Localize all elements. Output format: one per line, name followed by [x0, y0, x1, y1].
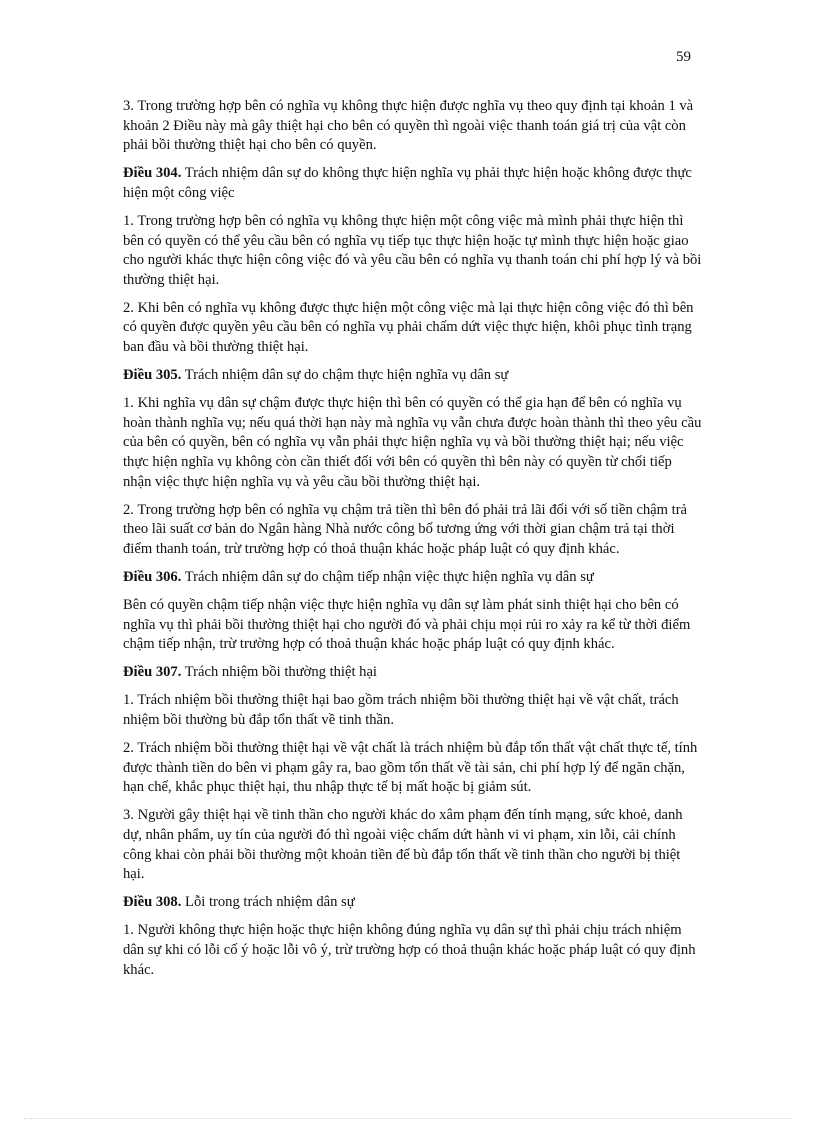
paragraph: Bên có quyền chậm tiếp nhận việc thực hiện nghĩa vụ dân sự làm phát sinh thiệt hại cho bên có nghĩa vụ thì phải bồi thường thiệt hại cho người đó và phải chịu mọi rủi ro xảy ra kể từ thời điểm chậm tiếp nhận, trừ trường hợp có thoả thuận khác hoặc pháp luật có quy định khác.	[123, 597, 691, 653]
paragraph: 2. Khi bên có nghĩa vụ không được thực hiện một công việc mà lại thực hiện công việc đó thì bên có quyền được quyền yêu cầu bên có nghĩa vụ phải chấm dứt việc thực hiện, khôi phục tình trạng ban đầu và bồi thường thiệt hại.	[123, 299, 694, 356]
article-title: Lỗi trong trách nhiệm dân sự	[185, 894, 355, 911]
paragraph: 1. Khi nghĩa vụ dân sự chậm được thực hiện thì bên có quyền có thể gia hạn để bên có nghĩa vụ hoàn thành nghĩa vụ; nếu quá thời hạn này mà nghĩa vụ vẫn chưa được hoàn thành thì theo yêu cầu của bên có quyền, bên có nghĩa vụ vẫn phải thực hiện nghĩa vụ và bồi thường thiệt hại; nếu việc thực hiện nghĩa vụ không còn cần thiết đối với bên có quyền thì bên này có quyền từ chối tiếp nhận việc thực hiện nghĩa vụ và yêu cầu bồi thường thiệt hại.	[123, 395, 702, 490]
article-title: Trách nhiệm dân sự do không thực hiện nghĩa vụ phải thực hiện hoặc không được thực hiện một công việc	[123, 165, 692, 201]
article-number: Điều 307.	[123, 664, 182, 681]
article-heading-306	[123, 568, 703, 588]
article-number: Điều 305.	[123, 367, 182, 384]
paragraph: 2. Trong trường hợp bên có nghĩa vụ chậm trả tiền thì bên đó phải trả lãi đối với số tiền chậm trả theo lãi suất cơ bản do Ngân hàng Nhà nước công bố tương ứng với thời gian chậm trả tại thời điểm thanh toán, trừ trường hợp có thoả thuận khác hoặc pháp luật có quy định khác.	[123, 501, 688, 557]
paragraph: 3. Trong trường hợp bên có nghĩa vụ không thực hiện được nghĩa vụ theo quy định tại khoản 1 và khoản 2 Điều này mà gây thiệt hại cho bên có quyền thì ngoài việc thanh toán giá trị của vật còn phải bồi thường thiệt hại cho bên có quyền.	[123, 98, 694, 154]
article-title: Trách nhiệm bồi thường thiệt hại	[184, 664, 377, 681]
article-heading-308	[123, 893, 703, 913]
document-body	[123, 97, 703, 989]
article-number: Điều 304.	[123, 165, 182, 182]
paragraph: 1. Trách nhiệm bồi thường thiệt hại bao gồm trách nhiệm bồi thường thiệt hại về vật chất, trách nhiệm bồi thường bù đắp tổn thất về tinh thần.	[123, 692, 679, 729]
article-number: Điều 308.	[123, 894, 182, 911]
paragraph: 1. Người không thực hiện hoặc thực hiện không đúng nghĩa vụ dân sự thì phải chịu trách nhiệm dân sự khi có lỗi cố ý hoặc lỗi vô ý, trừ trường hợp có thoả thuận khác hoặc pháp luật có quy định khác.	[123, 922, 696, 978]
article-number: Điều 306.	[123, 568, 182, 585]
page-bottom-divider	[24, 1118, 792, 1119]
paragraph: 2. Trách nhiệm bồi thường thiệt hại về vật chất là trách nhiệm bù đắp tổn thất vật chất thực tế, tính được thành tiền do bên vi phạm gây ra, bao gồm tổn thất về tài sản, chi phí hợp lý để ngăn chặn, hạn chế, khắc phục thiệt hại, thu nhập thực tế bị mất hoặc bị giảm sút.	[123, 740, 698, 796]
article-heading-307	[123, 663, 703, 683]
paragraph: 3. Người gây thiệt hại về tinh thần cho người khác do xâm phạm đến tính mạng, sức khoẻ, danh dự, nhân phẩm, uy tín của người đó thì ngoài việc chấm dứt hành vi vi phạm, xin lỗi, cải chính công khai còn phải bồi thường một khoản tiền để bù đắp tổn thất về tinh thần cho người bị thiệt hại.	[123, 807, 683, 883]
article-title: Trách nhiệm dân sự do chậm tiếp nhận việc thực hiện nghĩa vụ dân sự	[184, 568, 594, 585]
article-heading-304	[123, 164, 703, 203]
page-number: 59	[676, 49, 691, 65]
article-title: Trách nhiệm dân sự do chậm thực hiện nghĩa vụ dân sự	[184, 367, 509, 384]
paragraph: 1. Trong trường hợp bên có nghĩa vụ không thực hiện một công việc mà mình phải thực hiện thì bên có quyền có thể yêu cầu bên có nghĩa vụ tiếp tục thực hiện hoặc tự mình thực hiện hoặc giao cho người khác thực hiện công việc đó và yêu cầu bên có nghĩa vụ thanh toán chi phí hợp lý và bồi thường thiệt hại.	[123, 212, 702, 288]
article-heading-305	[123, 366, 703, 386]
